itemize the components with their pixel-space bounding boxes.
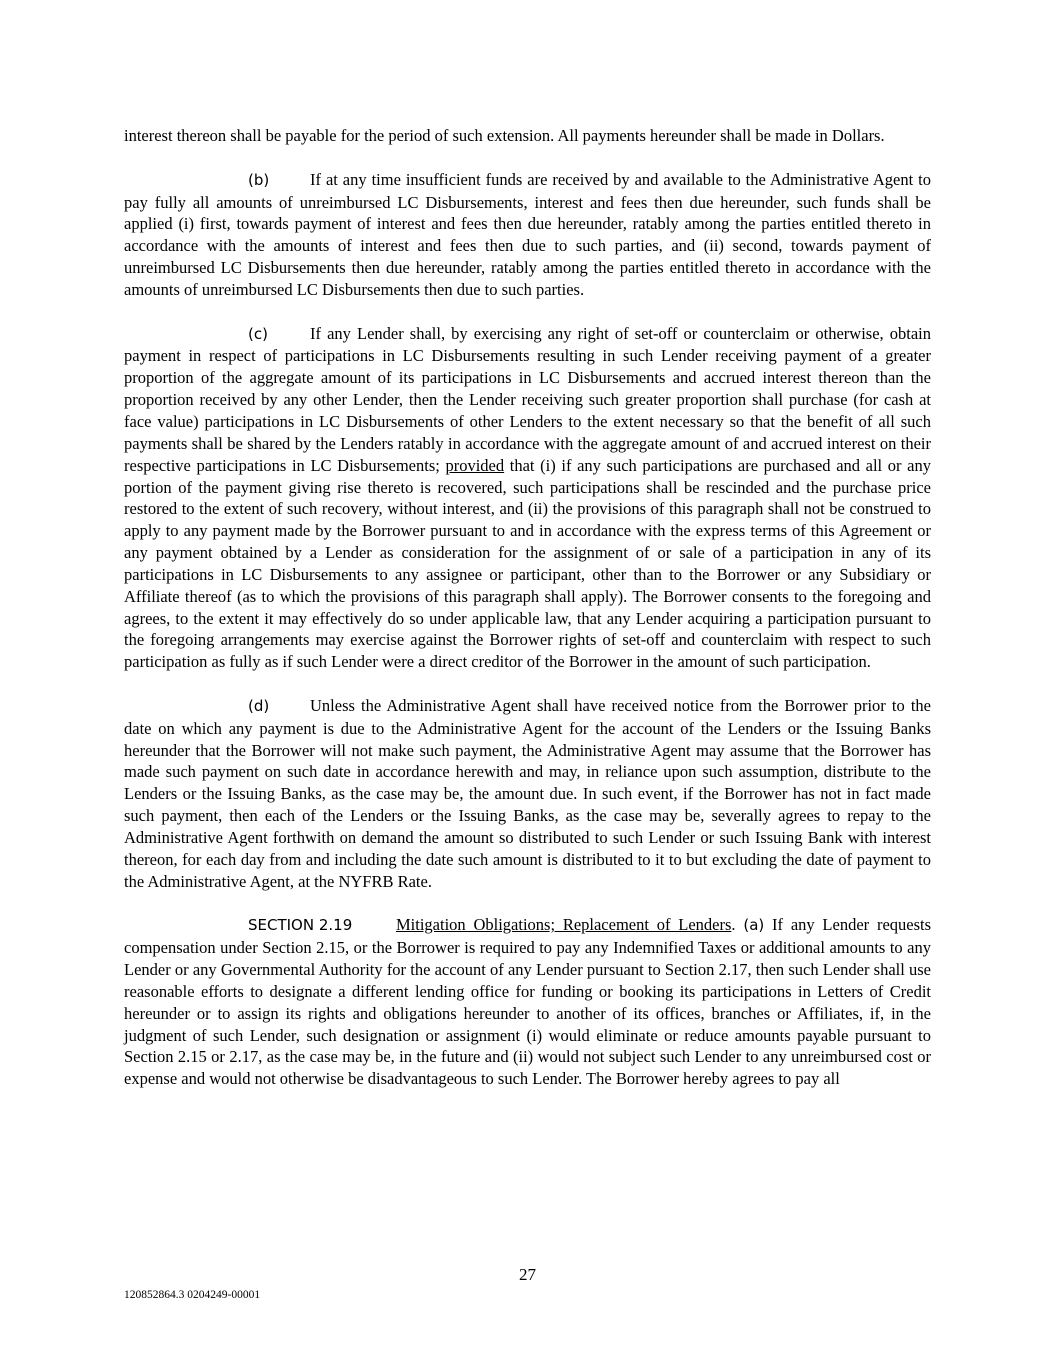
section-2-19-text: If any Lender requests compensation under Section 2.15, or the Borrower is required to pay any Indemnified Taxes or additional amounts to any Lender or any Governmental Authority for the account of any Lender pursuant to Section 2.17, then such Lender shall use reasonable efforts to designate a different lending office for funding or booking its participations in Letters of Credit hereunder or to assign its rights and obligations hereunder to another of its offices, branches or Affiliates, if, in the judgment of such Lender, such designation or assignment (i) would eliminate or reduce amounts payable pursuant to Section 2.15 or 2.17, as the case may be, in the future and (ii) would not subject such Lender to any unreimbursed cost or expense and would not otherwise be disadvantageous to such Lender. The Borrower hereby agrees to pay all xyxy=(124,915,932,1089)
intro-text: interest thereon shall be payable for the period of such extension. All payments hereunder shall be made in Dollars. xyxy=(124,126,885,145)
paragraph-b-text: If at any time insufficient funds are received by and available to the Administrative Agent to pay fully all amounts of unreimbursed LC Disbursements, interest and fees then due hereunder, such funds shall be applied (i) first, towards payment of interest and fees then due hereunder, ratably among the parties entitled thereto in accordance with the amounts of interest and fees then due to such parties, and (ii) second, towards payment of unreimbursed LC Disbursements then due hereunder, ratably among the parties entitled thereto in accordance with the amounts of unreimbursed LC Disbursements then due to such parties. xyxy=(124,169,931,299)
provided-term: provided xyxy=(445,455,505,475)
paragraph-c xyxy=(124,323,931,674)
page-number: 27 xyxy=(519,1265,536,1284)
paragraph-c-text-after: that (i) if any such participations are purchased and all or any portion of the payment giving rise thereto is recovered, such participations shall be rescinded and the purchase price restored to the extent of such recovery, without interest, and (ii) the provisions of this paragraph shall not be construed to apply to any payment made by the Borrower pursuant to and in accordance with the express terms of this Agreement or any payment obtained by a Lender as consideration for the assignment of or sale of a participation in any of its participations in LC Disbursements to any assignee or participant, other than to the Borrower or any Subsidiary or Affiliate thereof (as to which the provisions of this paragraph shall apply). The Borrower consents to the foregoing and agrees, to the extent it may effectively do so under applicable law, that any Lender acquiring a participation pursuant to the foregoing arrangements may exercise against the Borrower rights of set-off and counterclaim with respect to such participation as fully as if such Lender were a direct creditor of the Borrower in the amount of such participation. xyxy=(124,455,931,672)
document-body xyxy=(124,125,931,1112)
paragraph-d-text: Unless the Administrative Agent shall have received notice from the Borrower prior to the date on which any payment is due to the Administrative Agent for the account of the Lenders or the Issuing Banks hereunder that the Borrower will not make such payment, the Administrative Agent may assume that the Borrower has made such payment on such date in accordance herewith and may, in reliance upon such assumption, distribute to the Lenders or the Issuing Banks, as the case may be, the amount due. In such event, if the Borrower has not in fact made such payment, then each of the Lenders or the Issuing Banks, as the case may be, severally agrees to repay to the Administrative Agent forthwith on demand the amount so distributed to such Lender or such Issuing Bank with interest thereon, for each day from and including the date such amount is distributed to it to but excluding the date of payment to the Administrative Agent, at the NYFRB Rate. xyxy=(124,695,931,891)
section-2-19-label: SECTION 2.19 xyxy=(248,916,353,935)
paragraph-b xyxy=(124,169,931,301)
paragraph-c-label: (c) xyxy=(248,324,268,343)
paragraph-d-label: (d) xyxy=(248,696,270,715)
section-2-19 xyxy=(124,914,931,1090)
intro-paragraph xyxy=(124,125,931,147)
section-2-19-heading-period: . xyxy=(731,915,736,935)
section-2-19-heading: Mitigation Obligations; Replacement of Lenders xyxy=(396,915,732,935)
paragraph-b-label: (b) xyxy=(248,170,270,189)
section-2-19-sub-label: (a) xyxy=(743,916,765,935)
paragraph-d xyxy=(124,695,931,893)
document-id: 120852864.3 0204249-00001 xyxy=(124,1289,261,1301)
paragraph-c-text-before: If any Lender shall, by exercising any right of set-off or counterclaim or otherwise, obtain payment in respect of participations in LC Disbursements resulting in such Lender receiving payment of a greater proportion of the aggregate amount of its participations in LC Disbursements and accrued interest thereon than the proportion received by any other Lender, then the Lender receiving such greater proportion shall purchase (for cash at face value) participations in LC Disbursements of other Lenders to the extent necessary so that the benefit of all such payments shall be shared by the Lenders ratably in accordance with the aggregate amount of and accrued interest on their respective participations in LC Disbursements; xyxy=(124,323,931,475)
